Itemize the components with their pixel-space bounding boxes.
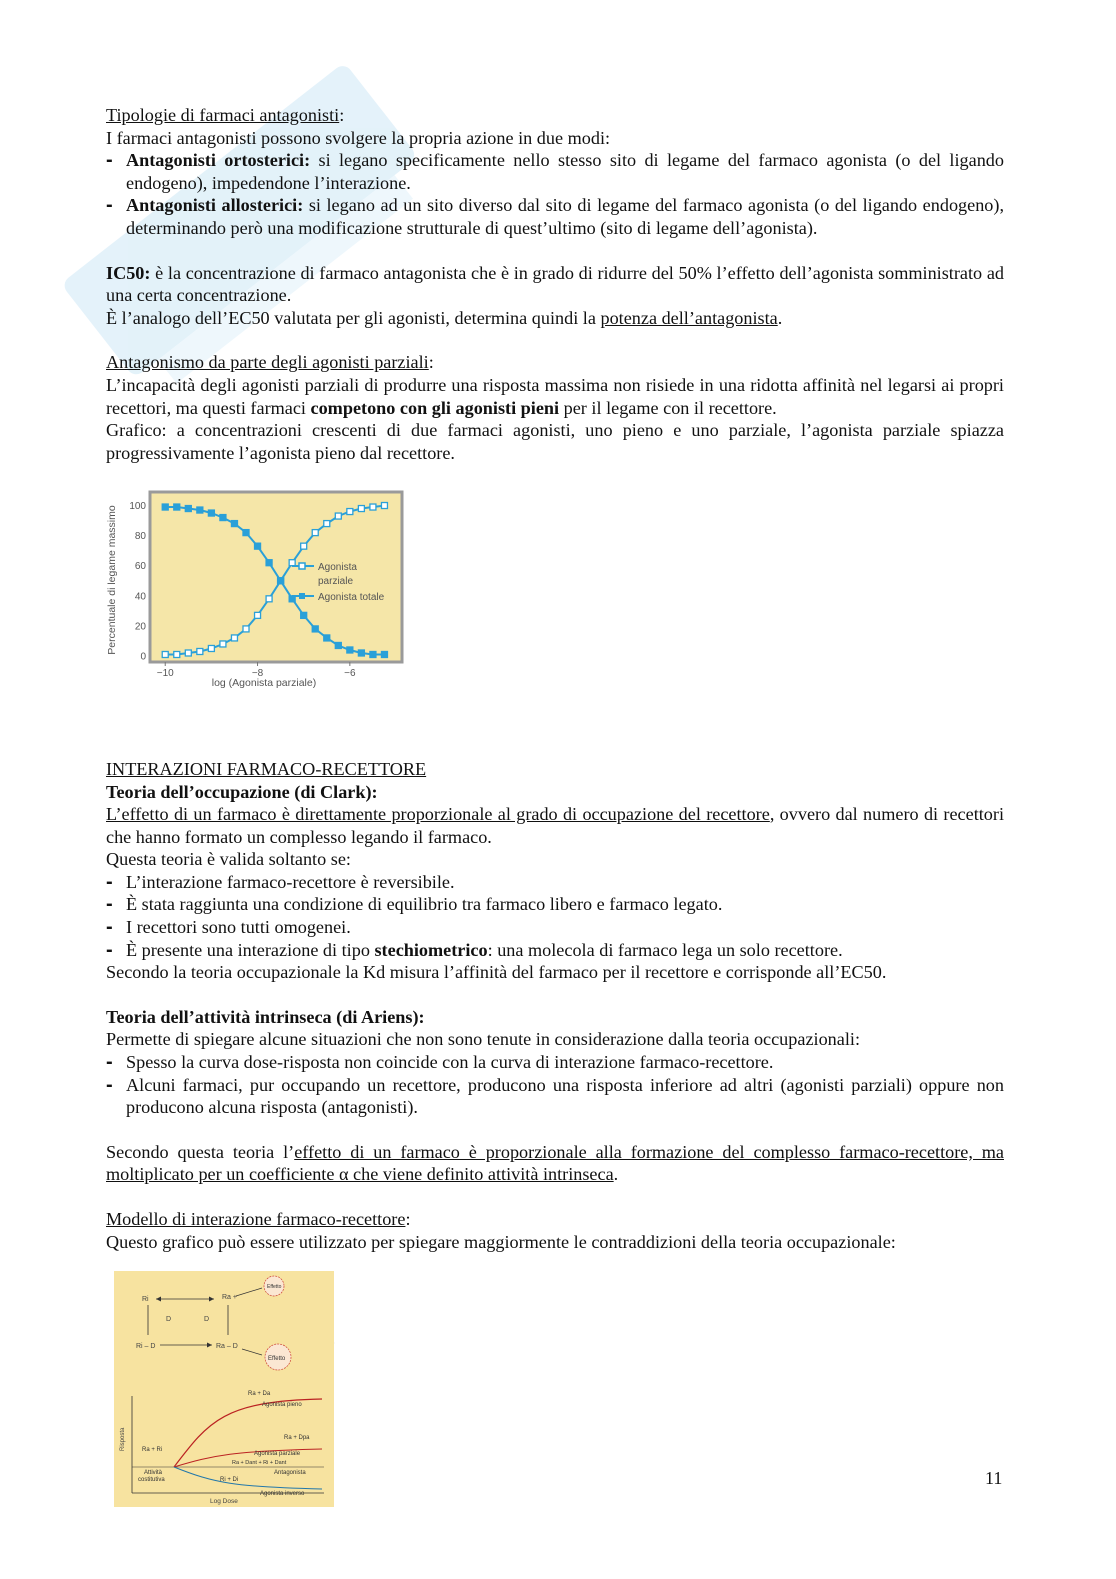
data-point — [243, 626, 249, 632]
section-heading: INTERAZIONI FARMACO-RECETTORE — [106, 758, 427, 779]
data-point — [381, 652, 387, 658]
y-tick-label: 100 — [129, 501, 146, 513]
ic50-paragraph: IC50: è la concentrazione di farmaco antagonista che è in grado di ridurre del 50% l’effetto dell’agonista somministrato ad una certa concentrazione. — [106, 262, 1004, 306]
label-effetto-small: Effetto — [267, 1284, 282, 1291]
data-point — [220, 515, 226, 521]
label-ri-di: Ri + Di — [220, 1477, 239, 1484]
y-tick-label: 40 — [134, 591, 146, 603]
label-ra-dpa: Ra + Dpa — [284, 1435, 310, 1442]
data-point — [301, 543, 307, 549]
paragraph: Grafico: a concentrazioni crescenti di due farmaci agonisti, uno pieno e uno parziale, l’agonista parziale spiazza progressivamente l’agonista pieno dal recettore. — [106, 420, 1004, 463]
legend-label: Agonista — [318, 562, 357, 574]
y-axis-label: Percentuale di legame massimo — [106, 505, 118, 656]
data-point — [255, 613, 261, 619]
y-axis-label: Risposta — [120, 1427, 126, 1452]
data-point — [162, 652, 168, 658]
label-attivita: Attività — [144, 1470, 163, 1477]
subheading: Teoria dell’occupazione (di Clark): — [106, 781, 378, 802]
label-agonista-inverso: Agonista inverso — [260, 1491, 305, 1498]
list-item: - I recettori sono tutti omogenei. — [106, 916, 1004, 939]
binding-chart — [106, 488, 406, 688]
label-agonista-pieno: Agonista pieno — [262, 1402, 302, 1409]
list-item: - L’interazione farmaco-recettore è reversibile. — [106, 871, 1004, 894]
legend-label: parziale — [318, 576, 354, 588]
data-point — [370, 652, 376, 658]
data-point — [266, 596, 272, 602]
label-agonista-parziale: Agonista parziale — [254, 1451, 301, 1458]
data-point — [266, 560, 272, 566]
data-point — [381, 503, 387, 509]
data-point — [255, 543, 261, 549]
data-point — [358, 650, 364, 656]
data-point — [174, 504, 180, 510]
section-heading: Modello di interazione farmaco-recettore: — [106, 1209, 411, 1229]
data-point — [174, 652, 180, 658]
data-point — [335, 513, 341, 519]
data-point — [220, 641, 226, 647]
section-heading: Tipologie di farmaci antagonisti: — [106, 105, 345, 125]
paragraph: Questa teoria è valida soltanto se: — [106, 849, 351, 870]
data-point — [197, 507, 203, 513]
data-point — [312, 626, 318, 632]
data-point — [324, 521, 330, 527]
data-point — [231, 521, 237, 527]
section-heading: Antagonismo da parte degli agonisti parziali: — [106, 352, 434, 373]
data-point — [347, 509, 353, 515]
list-item: - Spesso la curva dose-risposta non coincide con la curva di interazione farmaco-recettore. — [106, 1051, 1004, 1074]
label-ra-da: Ra + Da — [248, 1391, 271, 1398]
list-item: - È presente una interazione di tipo stechiometrico: una molecola di farmaco lega un solo recettore. — [106, 939, 1004, 962]
data-point — [197, 649, 203, 655]
bullet-list — [106, 871, 1004, 961]
label-ra-ri: Ra + Ri — [142, 1447, 163, 1454]
x-tick-label: −8 — [251, 668, 264, 680]
label-ra-dant: Ra + Dant + Ri + Dant — [232, 1460, 287, 1467]
data-point — [289, 560, 295, 566]
chart-frame — [150, 492, 402, 662]
bullet-list — [106, 149, 1004, 239]
paragraph: È l’analogo dell’EC50 valutata per gli agonisti, determina quindi la potenza dell’antagonista. — [106, 307, 783, 328]
x-axis-label: Log Dose — [210, 1498, 238, 1506]
data-point — [358, 506, 364, 512]
data-point — [335, 643, 341, 649]
label-d: D — [166, 1316, 172, 1324]
label-ri: Ri — [142, 1296, 149, 1304]
y-tick-label: 0 — [140, 651, 146, 663]
page-number: 11 — [985, 1468, 1003, 1488]
list-item: - È stata raggiunta una condizione di equilibrio tra farmaco libero e farmaco legato. — [106, 893, 1004, 916]
x-tick-label: −6 — [344, 668, 356, 680]
label-ra-d: Ra – D — [216, 1343, 238, 1351]
y-tick-label: 20 — [134, 621, 146, 633]
data-point — [208, 646, 214, 652]
x-axis-label: log (Agonista parziale) — [211, 677, 317, 689]
paragraph: Secondo la teoria occupazionale la Kd misura l’affinità del farmaco per il recettore e corrisponde all’EC50. — [106, 962, 887, 983]
paragraph: L’incapacità degli agonisti parziali di produrre una risposta massima non risiede in una ridotta affinità nel legarsi ai propri recettori, ma questi farmaci competono con gli agonisti pieni per il legame con il recettore. — [106, 374, 1004, 418]
data-point — [312, 530, 318, 536]
interaction-model-figure — [114, 1271, 334, 1507]
y-tick-label: 80 — [134, 531, 146, 543]
data-point — [324, 635, 330, 641]
label-costitutiva: costitutiva — [138, 1477, 165, 1484]
data-point — [370, 504, 376, 510]
data-point — [162, 504, 168, 510]
data-point — [208, 510, 214, 516]
data-point — [301, 613, 307, 619]
data-point — [185, 506, 191, 512]
data-point — [231, 635, 237, 641]
label-d: D — [204, 1316, 210, 1324]
data-point — [278, 578, 284, 584]
label-effetto: Effetto — [268, 1356, 286, 1363]
label-ri-d: Ri – D — [136, 1343, 156, 1351]
paragraph: Permette di spiegare alcune situazioni che non sono tenute in considerazione dalla teoria occupazionali: — [106, 1029, 860, 1050]
list-item: - Alcuni farmaci, pur occupando un recettore, producono una risposta inferiore ad altri (agonisti parziali) oppure non producono alcuna risposta (antagonisti). — [106, 1074, 1004, 1119]
subheading: Teoria dell’attività intrinseca (di Ariens): — [106, 1006, 425, 1027]
paragraph: L’effetto di un farmaco è direttamente proporzionale al grado di occupazione del recettore, ovvero dal numero di recettori che hanno formato un complesso legando il farmaco. — [106, 804, 1005, 847]
data-point — [347, 647, 353, 653]
data-point — [185, 650, 191, 656]
y-tick-label: 60 — [134, 561, 146, 573]
list-item: - Antagonisti ortosterici: si legano specificamente nello stesso sito di legame del farmaco agonista (o del ligando endogeno), impedendone l’interazione. — [106, 149, 1004, 194]
list-item: - Antagonisti allosterici: si legano ad un sito diverso dal sito di legame del farmaco agonista (o del ligando endogeno), determinando però una modificazione strutturale di quest’ultimo (sito di legame dell’agonista). — [106, 194, 1004, 239]
bullet-list — [106, 1051, 1004, 1119]
label-ra: Ra + — [222, 1294, 237, 1302]
page-content — [106, 104, 1004, 1513]
label-antagonista: Antagonista — [274, 1470, 306, 1477]
paragraph: Questo grafico può essere utilizzato per spiegare maggiormente le contraddizioni della teoria occupazionale: — [106, 1231, 896, 1252]
x-tick-label: −10 — [156, 668, 174, 680]
data-point — [243, 530, 249, 536]
paragraph: Secondo questa teoria l’effetto di un farmaco è proporzionale alla formazione del complesso farmaco-recettore, ma moltiplicato per un coefficiente α che viene definito attività intrinseca. — [106, 1141, 1004, 1185]
legend-label: Agonista totale — [318, 592, 385, 604]
paragraph: I farmaci antagonisti possono svolgere la propria azione in due modi: — [106, 127, 611, 148]
